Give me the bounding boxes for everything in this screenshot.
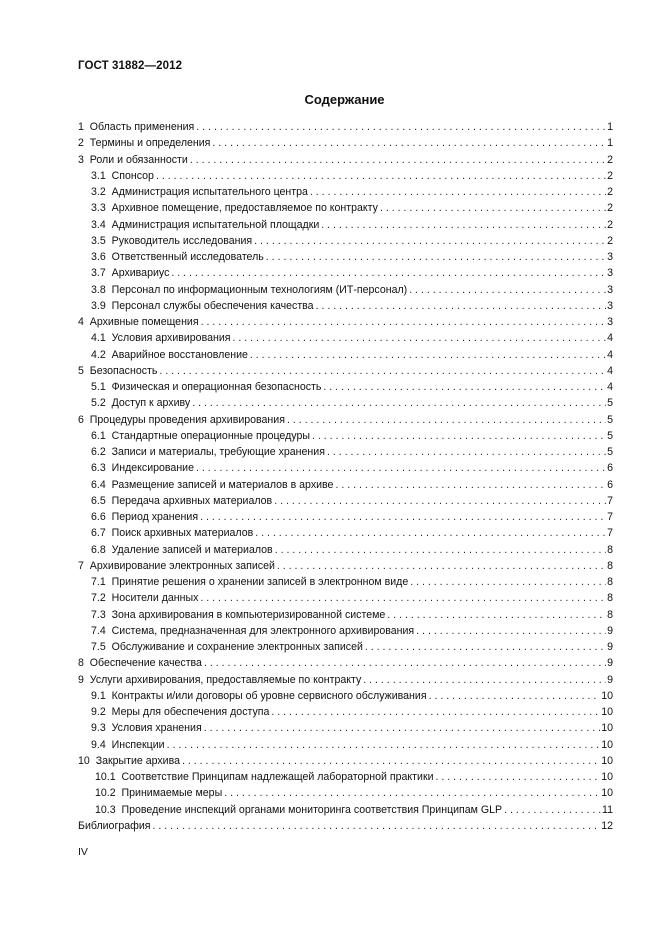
toc-entry-page: 7	[607, 494, 613, 507]
toc-leader-dots	[201, 314, 607, 330]
toc-entry-number: 7.2	[91, 592, 106, 605]
toc-entry-text	[78, 607, 387, 623]
toc-entry-label: Обеспечение качества	[89, 657, 202, 670]
toc-entry-label: Соответствие Принципам надлежащей лабораторной практики	[121, 771, 434, 783]
toc-entry-text	[78, 704, 271, 720]
toc-entry[interactable]	[78, 298, 613, 314]
toc-entry-page: 8	[607, 543, 613, 556]
toc-entry-label: Аварийное восстановление	[111, 348, 248, 361]
toc-entry-text	[78, 688, 429, 704]
toc-leader-dots	[224, 785, 600, 801]
toc-entry-label: Контракты и/или договоры об уровне сервисного обслуживания	[111, 689, 427, 702]
toc-entry[interactable]	[78, 785, 613, 801]
toc-leader-dots	[255, 525, 606, 541]
toc-entry[interactable]	[78, 184, 613, 200]
toc-entry-label: Библиография	[78, 819, 151, 832]
toc-entry[interactable]	[78, 249, 613, 265]
toc-entry-text	[78, 655, 204, 671]
toc-entry-text	[78, 542, 275, 558]
toc-leader-dots	[266, 249, 606, 265]
toc-leader-dots	[196, 460, 606, 476]
toc-entry[interactable]	[78, 818, 613, 834]
toc-entry-label: Обслуживание и сохранение электронных записей	[111, 641, 363, 653]
toc-entry-label: Услуги архивирования, предоставляемые по контракту	[89, 673, 362, 686]
toc-entry-label: Безопасность	[89, 364, 158, 377]
toc-entry-page: 6	[607, 478, 613, 491]
toc-entry-page: 7	[607, 527, 613, 540]
toc-entry-label: Архивариус	[111, 267, 170, 280]
toc-entry-label: Администрация испытательной площадки	[111, 218, 320, 231]
toc-entry-number: 7.5	[91, 641, 106, 653]
toc-leader-dots	[171, 265, 606, 281]
toc-entry-number: 3.6	[91, 251, 106, 263]
toc-entry-number: 4	[78, 316, 84, 328]
toc-entry-text	[78, 184, 310, 200]
toc-entry[interactable]	[78, 460, 613, 476]
toc-entry-page: 9	[607, 624, 613, 637]
toc-entry-label: Закрытие архива	[95, 754, 181, 767]
toc-entry-text	[78, 152, 190, 168]
toc-entry-number: 5.2	[91, 397, 106, 410]
toc-entry-number: 7.3	[91, 608, 106, 621]
toc-entry[interactable]	[78, 769, 613, 785]
toc-entry[interactable]	[78, 444, 613, 460]
toc-entry-label: Система, предназначенная для электронного архивирования	[111, 624, 415, 637]
toc-entry-number: 9.4	[91, 738, 106, 751]
toc-leader-dots	[387, 607, 606, 623]
toc-entry-page: 3	[607, 283, 613, 296]
toc-entry-page: 4	[607, 364, 613, 377]
toc-entry-label: Администрация испытательного центра	[111, 186, 308, 198]
toc-entry-text	[78, 444, 327, 460]
toc-entry-number: 8	[78, 657, 84, 670]
toc-entry-label: Инспекции	[111, 738, 165, 751]
toc-entry-label: Стандартные операционные процедуры	[111, 429, 310, 442]
toc-title-text: Содержание	[304, 92, 385, 107]
toc-leader-dots	[321, 217, 606, 233]
toc-leader-dots	[200, 590, 606, 606]
toc-entry[interactable]	[78, 574, 613, 590]
toc-entry-number: 6	[78, 413, 84, 426]
toc-entry-text	[78, 574, 410, 590]
toc-entry[interactable]	[78, 217, 613, 233]
toc-title	[0, 92, 661, 107]
toc-entry-number: 3	[78, 153, 84, 166]
toc-leader-dots	[416, 623, 606, 639]
toc-entry-text	[78, 769, 436, 785]
toc-entry-text	[78, 363, 159, 379]
toc-leader-dots	[274, 493, 606, 509]
toc-entry-page: 7	[607, 511, 613, 523]
toc-entry[interactable]	[78, 314, 613, 330]
toc-entry-label: Процедуры проведения архивирования	[89, 413, 285, 426]
toc-entry-text	[78, 672, 363, 688]
toc-entry-number: 3.9	[91, 299, 106, 312]
toc-entry-text	[78, 785, 224, 801]
toc-entry-text	[78, 265, 171, 281]
toc-entry-page: 5	[607, 429, 613, 442]
toc-entry-number: 2	[78, 137, 84, 150]
toc-leader-dots	[254, 233, 606, 249]
toc-entry-text	[78, 314, 201, 330]
toc-leader-dots	[363, 672, 606, 688]
toc-entry[interactable]	[78, 428, 613, 444]
toc-entry-page: 9	[607, 673, 613, 686]
toc-entry-page: 3	[607, 267, 613, 280]
toc-entry[interactable]	[78, 493, 613, 509]
toc-entry-label: Руководитель исследования	[111, 234, 253, 247]
toc-entry-number: 3.8	[91, 283, 106, 296]
toc-entry-page: 3	[607, 299, 613, 312]
toc-entry-page: 8	[607, 608, 613, 621]
toc-entry-number: 6.7	[91, 527, 106, 540]
toc-leader-dots	[204, 655, 606, 671]
toc-entry-page: 2	[607, 186, 613, 198]
toc-entry-number: 7.1	[91, 576, 106, 588]
toc-entry-number: 6.5	[91, 494, 106, 507]
toc-entry-page: 10	[601, 754, 613, 767]
toc-entry-text	[78, 282, 409, 298]
toc-leader-dots	[271, 704, 600, 720]
toc-entry-number: 5	[78, 364, 84, 377]
toc-entry-page: 1	[607, 121, 613, 133]
toc-leader-dots	[429, 688, 601, 704]
toc-entry-page: 2	[607, 153, 613, 166]
toc-entry-number: 7.4	[91, 624, 106, 637]
toc-entry-text	[78, 379, 323, 395]
toc-entry-number: 3.5	[91, 234, 106, 247]
toc-entry[interactable]	[78, 542, 613, 558]
toc-leader-dots	[152, 818, 600, 834]
toc-entry[interactable]	[78, 558, 613, 574]
toc-entry-page: 2	[607, 234, 613, 247]
toc-entry-number: 10.3	[95, 803, 116, 816]
toc-entry[interactable]	[78, 395, 613, 411]
toc-entry-page: 2	[607, 202, 613, 215]
toc-entry[interactable]	[78, 265, 613, 281]
toc-entry-label: Архивное помещение, предоставляемое по контракту	[111, 202, 378, 215]
toc-entry-page: 4	[607, 348, 613, 361]
table-of-contents	[78, 119, 613, 834]
toc-entry[interactable]	[78, 119, 613, 135]
toc-entry[interactable]	[78, 525, 613, 541]
toc-leader-dots	[409, 282, 606, 298]
toc-entry-number: 10.2	[95, 787, 116, 800]
toc-entry[interactable]	[78, 720, 613, 736]
toc-entry-text	[78, 428, 312, 444]
toc-entry-label: Размещение записей и материалов в архиве	[111, 478, 334, 491]
toc-entry-page: 9	[607, 657, 613, 670]
toc-entry-number: 3.7	[91, 267, 106, 280]
toc-entry-number: 6.3	[91, 462, 106, 475]
toc-entry-page: 8	[607, 559, 613, 572]
toc-entry-label: Поиск архивных материалов	[111, 527, 254, 540]
toc-entry[interactable]	[78, 152, 613, 168]
toc-leader-dots	[316, 298, 607, 314]
toc-entry-label: Период хранения	[111, 511, 199, 523]
toc-entry-page: 10	[601, 722, 613, 735]
toc-entry-text	[78, 493, 274, 509]
toc-entry-page: 5	[607, 413, 613, 426]
toc-entry-number: 10.1	[95, 771, 116, 783]
toc-entry-page: 4	[607, 332, 613, 345]
toc-entry-number: 9.1	[91, 689, 106, 702]
toc-leader-dots	[275, 542, 606, 558]
toc-entry[interactable]	[78, 623, 613, 639]
toc-entry-number: 10	[78, 754, 90, 767]
toc-entry-page: 10	[601, 771, 613, 783]
toc-leader-dots	[410, 574, 606, 590]
toc-entry[interactable]	[78, 509, 613, 525]
toc-entry[interactable]	[78, 347, 613, 363]
toc-entry[interactable]	[78, 330, 613, 346]
toc-entry-page: 3	[607, 251, 613, 263]
toc-entry-page: 1	[607, 137, 613, 150]
toc-entry-text	[78, 558, 277, 574]
toc-entry-label: Меры для обеспечения доступа	[111, 706, 270, 718]
toc-entry-text	[78, 249, 266, 265]
toc-entry[interactable]	[78, 282, 613, 298]
toc-entry-text	[78, 737, 167, 753]
toc-entry-page: 4	[607, 381, 613, 393]
toc-entry-text	[78, 168, 156, 184]
toc-entry[interactable]	[78, 233, 613, 249]
toc-leader-dots	[156, 168, 606, 184]
toc-entry-page: 2	[607, 169, 613, 182]
toc-entry-number: 4.2	[91, 348, 106, 361]
toc-entry-label: Удаление записей и материалов	[111, 543, 273, 556]
toc-entry-label: Принятие решения о хранении записей в электронном виде	[111, 576, 409, 588]
toc-entry-number: 1	[78, 121, 84, 133]
toc-entry-number: 3.2	[91, 186, 106, 198]
toc-entry-text	[78, 330, 232, 346]
toc-entry-number: 6.2	[91, 446, 106, 458]
toc-entry[interactable]	[78, 607, 613, 623]
toc-entry-text	[78, 477, 335, 493]
toc-leader-dots	[335, 477, 606, 493]
toc-entry-label: Условия архивирования	[111, 332, 231, 345]
toc-entry-page: 3	[607, 316, 613, 328]
toc-entry-text	[78, 135, 212, 151]
toc-entry-page: 5	[607, 446, 613, 458]
toc-leader-dots	[204, 720, 601, 736]
toc-entry-number: 4.1	[91, 332, 106, 345]
toc-entry-number: 9.3	[91, 722, 106, 735]
toc-entry-label: Персонал службы обеспечения качества	[111, 299, 314, 312]
toc-entry-label: Зона архивирования в компьютеризированной системе	[111, 608, 386, 621]
toc-entry[interactable]	[78, 688, 613, 704]
toc-entry-label: Принимаемые меры	[121, 787, 223, 800]
document-header: ГОСТ 31882—2012	[78, 60, 183, 72]
toc-leader-dots	[287, 412, 606, 428]
toc-entry[interactable]	[78, 200, 613, 216]
toc-leader-dots	[436, 769, 601, 785]
toc-entry-page: 2	[607, 218, 613, 231]
toc-entry-number: 3.1	[91, 169, 106, 182]
toc-entry-label: Проведение инспекций органами мониторинга соответствия Принципам GLP	[121, 803, 503, 816]
toc-leader-dots	[365, 639, 606, 655]
toc-entry[interactable]	[78, 704, 613, 720]
toc-leader-dots	[200, 509, 606, 525]
toc-entry-text	[78, 200, 380, 216]
toc-entry-number: 3.4	[91, 218, 106, 231]
toc-entry-label: Условия хранения	[111, 722, 202, 735]
toc-entry-text	[78, 753, 182, 769]
toc-entry-number: 7	[78, 559, 84, 572]
toc-entry[interactable]	[78, 379, 613, 395]
toc-entry[interactable]	[78, 655, 613, 671]
toc-entry-label: Архивирование электронных записей	[89, 559, 275, 572]
toc-entry-label: Термины и определения	[89, 137, 211, 150]
toc-entry[interactable]	[78, 590, 613, 606]
toc-leader-dots	[196, 119, 606, 135]
toc-leader-dots	[167, 737, 601, 753]
toc-entry-page: 11	[602, 803, 613, 816]
toc-entry[interactable]	[78, 753, 613, 769]
toc-entry-text	[78, 509, 200, 525]
toc-entry-number: 6.8	[91, 543, 106, 556]
toc-leader-dots	[182, 753, 600, 769]
toc-entry[interactable]	[78, 802, 613, 818]
toc-leader-dots	[504, 802, 601, 818]
toc-entry-number: 9.2	[91, 706, 106, 718]
toc-entry-label: Носители данных	[111, 592, 199, 605]
toc-entry-label: Доступ к архиву	[111, 397, 191, 410]
toc-entry-label: Ответственный исследователь	[111, 251, 264, 263]
toc-entry-text	[78, 623, 416, 639]
toc-entry-label: Архивные помещения	[89, 316, 199, 328]
toc-entry-text	[78, 639, 365, 655]
toc-entry[interactable]	[78, 363, 613, 379]
toc-entry-page: 12	[601, 819, 613, 832]
toc-entry[interactable]	[78, 639, 613, 655]
toc-entry[interactable]	[78, 672, 613, 688]
toc-entry-number: 6.1	[91, 429, 106, 442]
toc-entry-page: 8	[607, 576, 613, 588]
toc-leader-dots	[159, 363, 606, 379]
toc-entry-text	[78, 233, 254, 249]
toc-leader-dots	[212, 135, 606, 151]
toc-leader-dots	[312, 428, 606, 444]
toc-leader-dots	[323, 379, 606, 395]
toc-entry-page: 10	[601, 706, 613, 718]
toc-entry-text	[78, 802, 504, 818]
toc-entry-label: Индексирование	[111, 462, 194, 475]
toc-entry[interactable]	[78, 737, 613, 753]
toc-entry-page: 10	[601, 787, 613, 800]
toc-entry-text	[78, 590, 200, 606]
toc-entry-label: Персонал по информационным технологиям (ИТ-персонал)	[111, 283, 408, 296]
toc-leader-dots	[327, 444, 606, 460]
toc-entry-text	[78, 347, 250, 363]
toc-entry-label: Роли и обязанности	[89, 153, 188, 166]
toc-entry[interactable]	[78, 168, 613, 184]
toc-entry-number: 6.6	[91, 511, 106, 523]
toc-entry-text	[78, 217, 321, 233]
toc-entry[interactable]	[78, 412, 613, 428]
toc-entry-page: 6	[607, 462, 613, 475]
toc-entry[interactable]	[78, 135, 613, 151]
toc-leader-dots	[232, 330, 606, 346]
toc-leader-dots	[250, 347, 606, 363]
toc-entry-text	[78, 412, 287, 428]
toc-entry-text	[78, 818, 152, 834]
toc-entry-label: Спонсор	[111, 169, 154, 182]
toc-entry-page: 5	[607, 397, 613, 410]
toc-entry-page: 9	[607, 641, 613, 653]
toc-entry-text	[78, 119, 196, 135]
toc-entry-number: 6.4	[91, 478, 106, 491]
toc-leader-dots	[190, 152, 606, 168]
toc-entry-text	[78, 525, 255, 541]
toc-entry-number: 3.3	[91, 202, 106, 215]
toc-entry-label: Физическая и операционная безопасность	[111, 381, 322, 393]
toc-leader-dots	[380, 200, 606, 216]
toc-entry-page: 10	[601, 738, 613, 751]
toc-entry-label: Передача архивных материалов	[111, 494, 273, 507]
toc-entry-label: Область применения	[89, 121, 195, 133]
toc-entry-text	[78, 720, 204, 736]
toc-entry-page: 8	[607, 592, 613, 605]
toc-entry-label: Записи и материалы, требующие хранения	[111, 446, 325, 458]
toc-entry-number: 5.1	[91, 381, 106, 393]
toc-entry-text	[78, 395, 192, 411]
toc-leader-dots	[310, 184, 606, 200]
toc-entry-page: 10	[601, 689, 613, 702]
toc-leader-dots	[192, 395, 606, 411]
page-number: IV	[78, 846, 88, 858]
toc-leader-dots	[277, 558, 606, 574]
toc-entry-text	[78, 298, 316, 314]
toc-entry-text	[78, 460, 196, 476]
toc-entry[interactable]	[78, 477, 613, 493]
toc-entry-number: 9	[78, 673, 84, 686]
